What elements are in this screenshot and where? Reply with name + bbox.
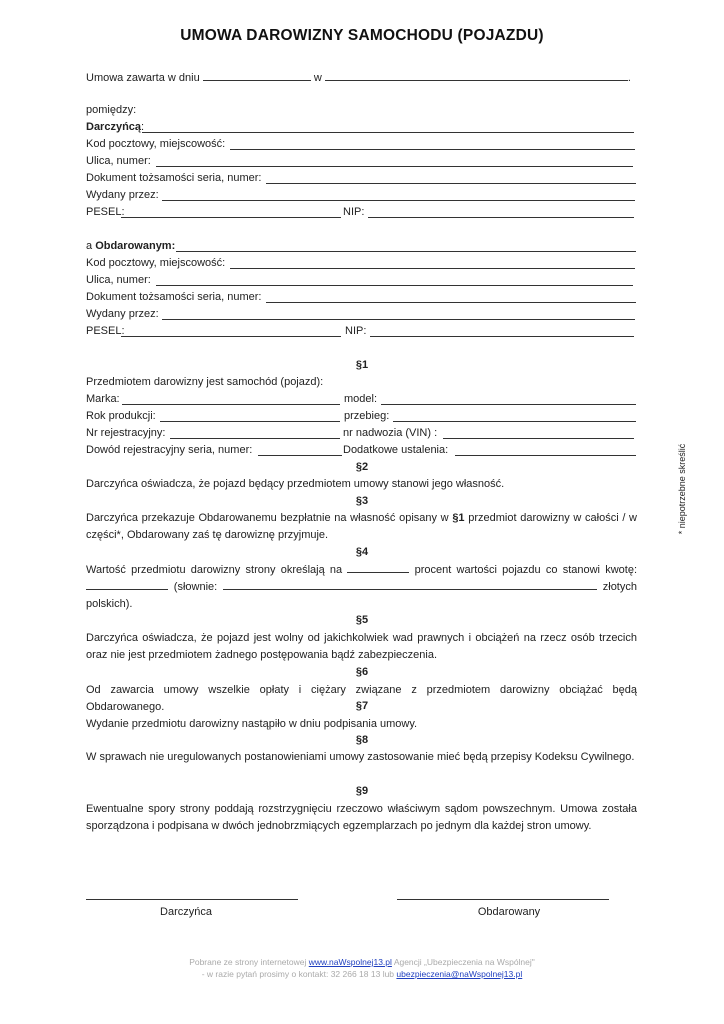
recipient-postal-label: Kod pocztowy, miejscowość: [86,257,226,269]
section-3-text-b: przedmiot darowizny w całości / w części*, Obdarowany zaś tę darowiznę przyjmuje. [86,512,638,541]
donor-label: Darczyńcą [86,121,142,133]
donor-issued-label: Wydany przez: [86,189,159,201]
intro-end: . [627,72,631,84]
donor-name-row: Darczyńcą: [86,121,145,133]
donor-nip-field[interactable] [368,217,634,218]
between-label: pomiędzy: [86,104,137,116]
intro-concluded-label: Umowa zawarta w dniu [86,72,200,84]
recipient-prefix: a [86,240,93,252]
vehicle-reg-field[interactable] [170,438,340,439]
section-4-text-b: procent wartości pojazdu co stanowi kwotę: [414,564,638,576]
recipient-pesel-field[interactable] [121,336,341,337]
donor-pesel-field[interactable] [121,217,341,218]
recipient-street-label: Ulica, numer: [86,274,151,286]
donor-id-field[interactable] [266,183,636,184]
section-9-text: Ewentualne spory strony poddają rozstrzygnięciu rzeczowo właściwym sądom powszechnym. Umowa została sporządzona i podpisana w dwóch jednobrzmiących egzemplarzach po jednym dla każdej stron umowy. [86,803,637,832]
donor-nip-label: NIP: [343,206,365,218]
vehicle-reg-label: Nr rejestracyjny: [86,427,166,439]
section-2-heading: §2 [355,461,369,473]
side-note-text: * niepotrzebne skreślić [677,443,687,535]
donor-postal-field[interactable] [230,149,635,150]
vehicle-model-field[interactable] [381,404,636,405]
footer-line-2 [0,969,724,979]
footer-website-link[interactable]: www.naWspolnej13.pl [308,957,392,967]
vehicle-make-label: Marka: [86,393,120,405]
section-9-heading: §9 [355,785,369,797]
vehicle-year-field[interactable] [160,421,340,422]
recipient-issued-label: Wydany przez: [86,308,159,320]
section-1-heading: §1 [355,359,369,371]
section-7-heading: §7 [355,700,369,712]
donor-signature-label: Darczyńca [160,906,212,918]
intro-line [86,70,631,85]
side-note [672,434,686,554]
section-8-text: W sprawach nie uregulowanych postanowieniami umowy zastosowanie mieć będą przepisy Kodeksu Cywilnego. [86,751,635,763]
recipient-name-field[interactable] [176,251,636,252]
recipient-signature-line[interactable] [397,899,609,900]
recipient-pesel-label: PESEL: [86,325,125,337]
donor-signature-line[interactable] [86,899,298,900]
vehicle-extra-label: Dodatkowe ustalenia: [343,444,449,456]
recipient-nip-field[interactable] [370,336,634,337]
section-4-text-c: (słownie: [173,581,218,593]
donor-id-label: Dokument tożsamości seria, numer: [86,172,262,184]
amount-field[interactable] [86,579,168,590]
vehicle-mileage-field[interactable] [393,421,636,422]
section-1-intro: Przedmiotem darowizny jest samochód (pojazd): [86,376,324,388]
section-4-text-d: złotych polskich). [86,581,637,610]
date-field[interactable] [203,70,311,81]
recipient-street-field[interactable] [156,285,633,286]
section-8-heading: §8 [355,734,369,746]
section-6-text: Od zawarcia umowy wszelkie opłaty i ciężary związane z przedmiotem darowizny obciążać będą Obdarowanego. [86,684,637,713]
footer-line-1 [0,957,724,967]
intro-in-label: w [313,72,322,84]
vehicle-year-label: Rok produkcji: [86,410,156,422]
donor-name-field[interactable] [142,132,634,133]
section-4-heading: §4 [355,546,369,558]
section-3-ref: §1 [452,512,465,524]
donor-street-field[interactable] [156,166,633,167]
section-3-text-a: Darczyńca przekazuje Obdarowanemu bezpłatnie na własność opisany w [86,512,449,524]
section-4-text [86,562,637,613]
section-5-heading: §5 [355,614,369,626]
footer-source-text: Pobrane ze strony internetowej [189,957,307,967]
recipient-label: Obdarowanym: [95,240,176,252]
document-title: UMOWA DAROWIZNY SAMOCHODU (POJAZDU) [180,27,544,44]
section-4-text-a: Wartość przedmiotu darowizny strony określają na [86,564,343,576]
section-7-text: Wydanie przedmiotu darowizny nastąpiło w dniu podpisania umowy. [86,718,418,730]
recipient-name-row [86,240,175,253]
vehicle-extra-field[interactable] [455,455,636,456]
vehicle-make-field[interactable] [122,404,340,405]
vehicle-mileage-label: przebieg: [344,410,390,422]
donor-pesel-label: PESEL: [86,206,125,218]
footer-email-link[interactable]: ubezpieczenia@naWspolnej13.pl [396,969,523,979]
section-5-text: Darczyńca oświadcza, że pojazd jest wolny od jakichkolwiek wad prawnych i obciążeń na rzecz osób trzecich oraz nie jest przedmiotem żadnego postępowania bądź zabezpieczenia. [86,632,637,661]
vehicle-vin-label: nr nadwozia (VIN) : [343,427,438,439]
recipient-postal-field[interactable] [230,268,635,269]
vehicle-regdoc-label: Dowód rejestracyjny seria, numer: [86,444,253,456]
section-3-heading: §3 [355,495,369,507]
section-3-text [86,510,637,544]
recipient-signature-label: Obdarowany [477,906,541,918]
section-2-text: Darczyńca oświadcza, że pojazd będący przedmiotem umowy stanowi jego własność. [86,478,505,490]
donor-street-label: Ulica, numer: [86,155,151,167]
donor-postal-label: Kod pocztowy, miejscowość: [86,138,226,150]
vehicle-model-label: model: [344,393,378,405]
donor-issued-field[interactable] [162,200,635,201]
amount-words-field[interactable] [223,579,597,590]
recipient-issued-field[interactable] [162,319,635,320]
footer-contact-text: - w razie pytań prosimy o kontakt: 32 266 18 13 lub [201,969,395,979]
percent-field[interactable] [347,562,409,573]
footer-agency-text: Agencji „Ubezpieczenia na Wspólnej" [393,957,535,967]
vehicle-vin-field[interactable] [443,438,634,439]
section-6-heading: §6 [355,666,369,678]
recipient-id-field[interactable] [266,302,636,303]
recipient-nip-label: NIP: [345,325,367,337]
vehicle-regdoc-field[interactable] [258,455,342,456]
place-field[interactable] [325,70,628,81]
recipient-id-label: Dokument tożsamości seria, numer: [86,291,262,303]
